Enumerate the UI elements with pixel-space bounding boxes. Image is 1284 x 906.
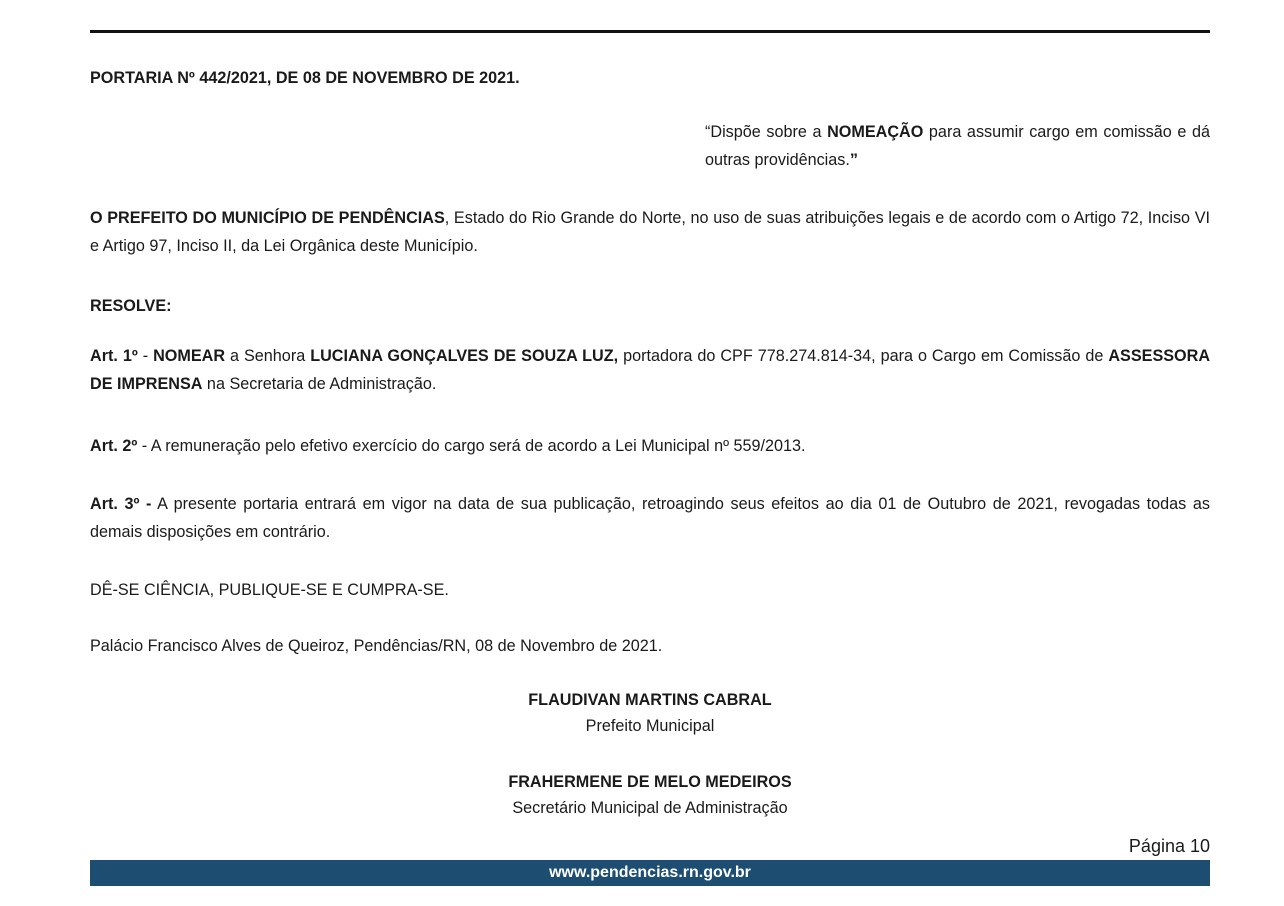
place-and-date: Palácio Francisco Alves de Queiroz, Pendências/RN, 08 de Novembro de 2021. bbox=[90, 637, 663, 655]
article-1 bbox=[90, 342, 1210, 398]
article-2 bbox=[90, 432, 1210, 460]
page-number: Página 10 bbox=[1128, 836, 1210, 856]
footer-bar bbox=[90, 860, 1210, 886]
preamble-bold: O PREFEITO DO MUNICÍPIO DE PENDÊNCIAS bbox=[90, 209, 445, 227]
ementa-bold: NOMEAÇÃO bbox=[827, 123, 924, 141]
signatory-1-name: FLAUDIVAN MARTINS CABRAL bbox=[528, 691, 772, 709]
footer-url: www.pendencias.rn.gov.br bbox=[549, 864, 751, 881]
article-3-label: Art. 3º - bbox=[90, 495, 152, 513]
preamble-text: , Estado do Rio Grande do Norte, no uso de suas atribuições legais e de acordo com o Artigo 72, Inciso VI e Artigo 97, Inciso II, da Lei Orgânica deste Município. bbox=[90, 209, 1210, 255]
closing-formula: DÊ-SE CIÊNCIA, PUBLIQUE-SE E CUMPRA-SE. bbox=[90, 581, 449, 599]
article-1-sep: - bbox=[137, 347, 154, 365]
article-3 bbox=[90, 490, 1210, 546]
top-rule bbox=[90, 30, 1210, 33]
article-1-verb: NOMEAR bbox=[153, 347, 226, 365]
ordinance-title: PORTARIA Nº 442/2021, DE 08 DE NOVEMBRO DE 2021. bbox=[90, 69, 520, 87]
ementa-text-pre: “Dispõe sobre a bbox=[705, 123, 828, 141]
ementa bbox=[705, 118, 1210, 174]
signatory-1-role: Prefeito Municipal bbox=[585, 717, 715, 735]
ementa-close-quote: ” bbox=[849, 151, 858, 169]
article-1-role: ASSESSORA DE IMPRENSA bbox=[90, 347, 1211, 393]
resolve-heading: RESOLVE: bbox=[90, 297, 172, 315]
preamble bbox=[90, 204, 1210, 260]
article-1-text-3: na Secretaria de Administração. bbox=[202, 375, 437, 393]
article-1-label: Art. 1º bbox=[90, 347, 138, 365]
article-1-name: LUCIANA GONÇALVES DE SOUZA LUZ, bbox=[310, 347, 619, 365]
ementa-text-post: para assumir cargo em comissão e dá outras providências. bbox=[705, 123, 1210, 169]
article-3-text: A presente portaria entrará em vigor na data de sua publicação, retroagindo seus efeitos ao dia 01 de Outubro de 2021, revogadas todas as demais disposições em contrário. bbox=[90, 495, 1210, 541]
article-1-text-2: portadora do CPF 778.274.814-34, para o Cargo em Comissão de bbox=[618, 347, 1109, 365]
signatory-2-role: Secretário Municipal de Administração bbox=[512, 799, 788, 817]
signatory-2-name: FRAHERMENE DE MELO MEDEIROS bbox=[508, 773, 792, 791]
article-2-label: Art. 2º bbox=[90, 437, 138, 455]
article-2-text: - A remuneração pelo efetivo exercício do cargo será de acordo a Lei Municipal nº 559/2013. bbox=[137, 437, 806, 455]
article-1-text-1: a Senhora bbox=[225, 347, 311, 365]
